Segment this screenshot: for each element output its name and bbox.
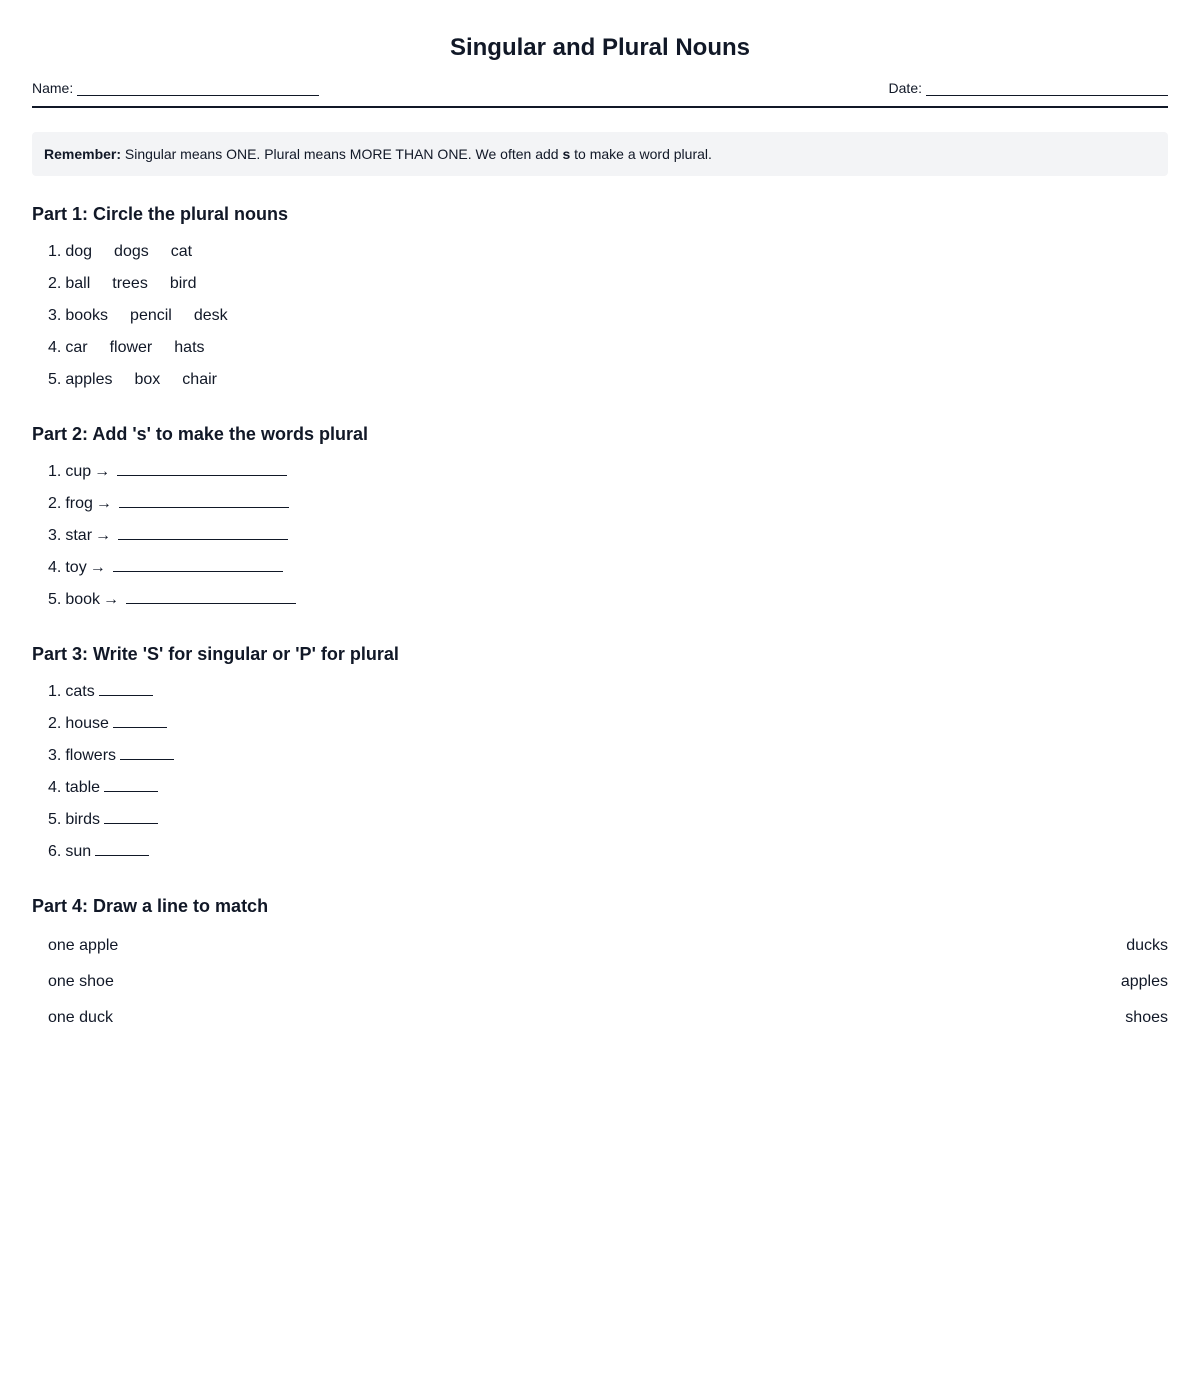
choice-word[interactable]: dog <box>65 243 93 260</box>
match-right-item[interactable]: apples <box>1120 973 1168 990</box>
answer-blank[interactable] <box>113 557 283 572</box>
answer-blank[interactable] <box>113 713 167 728</box>
answer-blank[interactable] <box>119 493 289 508</box>
choice-word[interactable]: ball <box>65 275 91 292</box>
singular-word: toy <box>65 559 87 576</box>
choice-word[interactable]: cat <box>170 243 193 260</box>
item-number: 5. <box>48 591 62 608</box>
part4-heading: Part 4: Draw a line to match <box>32 896 269 916</box>
item-number: 1. <box>48 463 62 480</box>
answer-blank[interactable] <box>126 589 296 604</box>
part2-heading: Part 2: Add 's' to make the words plural <box>32 424 368 444</box>
item-number: 1. <box>48 683 62 700</box>
choice-word[interactable]: flower <box>109 339 153 356</box>
part3-heading: Part 3: Write 'S' for singular or 'P' for plural <box>32 644 399 664</box>
answer-blank[interactable] <box>118 525 288 540</box>
list-item <box>48 520 1168 552</box>
list-item <box>48 488 1168 520</box>
match-row <box>32 964 1168 1000</box>
list-item <box>48 236 1168 268</box>
list-item <box>48 836 1168 868</box>
name-label: Name: <box>32 80 74 96</box>
answer-blank[interactable] <box>95 841 149 856</box>
remember-emphasis: s <box>562 146 571 162</box>
item-number: 3. <box>48 527 62 544</box>
item-number: 6. <box>48 843 62 860</box>
name-date-bar <box>32 80 1168 108</box>
remember-label: Remember: <box>44 146 122 162</box>
choice-word[interactable]: trees <box>112 275 148 292</box>
date-field[interactable] <box>889 80 1168 96</box>
part1-list <box>32 236 1168 396</box>
match-table <box>32 928 1168 1036</box>
arrow-right-icon: → <box>95 495 112 512</box>
worksheet-title: Singular and Plural Nouns <box>449 34 751 61</box>
list-item <box>48 364 1168 396</box>
item-number: 4. <box>48 559 62 576</box>
item-number: 4. <box>48 779 62 796</box>
singular-word: cup <box>65 463 92 480</box>
choice-word[interactable]: bird <box>169 275 197 292</box>
choice-word[interactable]: hats <box>174 339 205 356</box>
choice-word[interactable]: apples <box>65 371 113 388</box>
list-item <box>48 456 1168 488</box>
date-label: Date: <box>888 80 922 96</box>
choice-word[interactable]: chair <box>182 371 217 388</box>
arrow-right-icon: → <box>89 559 106 576</box>
answer-blank[interactable] <box>104 777 158 792</box>
item-number: 3. <box>48 747 62 764</box>
match-right-item[interactable]: ducks <box>1126 937 1168 954</box>
noun-word: birds <box>65 811 101 828</box>
part1-heading: Part 1: Circle the plural nouns <box>32 204 289 224</box>
match-row <box>32 928 1168 964</box>
singular-word: book <box>65 591 101 608</box>
remember-text-before: Singular means ONE. Plural means MORE THAN ONE. We often add <box>121 146 563 162</box>
answer-blank[interactable] <box>117 461 287 476</box>
match-left-item[interactable]: one duck <box>48 1009 113 1026</box>
name-blank[interactable] <box>77 81 319 96</box>
choice-word[interactable]: box <box>134 371 161 388</box>
choice-word[interactable]: car <box>65 339 88 356</box>
noun-word: table <box>65 779 101 796</box>
item-number: 5. <box>48 811 62 828</box>
list-item <box>48 708 1168 740</box>
item-number: 2. <box>48 495 62 512</box>
match-row <box>32 1000 1168 1036</box>
list-item <box>48 332 1168 364</box>
choice-word[interactable]: dogs <box>114 243 149 260</box>
item-number: 2. <box>48 275 62 292</box>
date-blank[interactable] <box>926 81 1168 96</box>
choice-word[interactable]: pencil <box>130 307 172 324</box>
part2-list <box>32 456 1168 616</box>
list-item <box>48 552 1168 584</box>
item-number: 2. <box>48 715 62 732</box>
name-field[interactable] <box>32 80 319 96</box>
choice-word[interactable]: books <box>65 307 109 324</box>
item-number: 4. <box>48 339 62 356</box>
match-left-item[interactable]: one apple <box>48 937 119 954</box>
noun-word: flowers <box>65 747 117 764</box>
list-item <box>48 772 1168 804</box>
remember-text-after: to make a word plural. <box>570 146 712 162</box>
noun-word: sun <box>65 843 92 860</box>
item-number: 1. <box>48 243 62 260</box>
list-item <box>48 300 1168 332</box>
noun-word: cats <box>65 683 95 700</box>
part3-list <box>32 676 1168 868</box>
arrow-right-icon: → <box>95 527 112 544</box>
item-number: 3. <box>48 307 62 324</box>
singular-word: star <box>65 527 93 544</box>
remember-box <box>32 132 1168 176</box>
list-item <box>48 740 1168 772</box>
choice-word[interactable]: desk <box>193 307 228 324</box>
match-right-item[interactable]: shoes <box>1125 1009 1168 1026</box>
item-number: 5. <box>48 371 62 388</box>
answer-blank[interactable] <box>104 809 158 824</box>
singular-word: frog <box>65 495 93 512</box>
answer-blank[interactable] <box>120 745 174 760</box>
match-left-item[interactable]: one shoe <box>48 973 114 990</box>
list-item <box>48 268 1168 300</box>
noun-word: house <box>65 715 109 732</box>
arrow-right-icon: → <box>94 463 111 480</box>
list-item <box>48 584 1168 616</box>
list-item <box>48 676 1168 708</box>
arrow-right-icon: → <box>103 591 120 608</box>
answer-blank[interactable] <box>99 681 153 696</box>
list-item <box>48 804 1168 836</box>
